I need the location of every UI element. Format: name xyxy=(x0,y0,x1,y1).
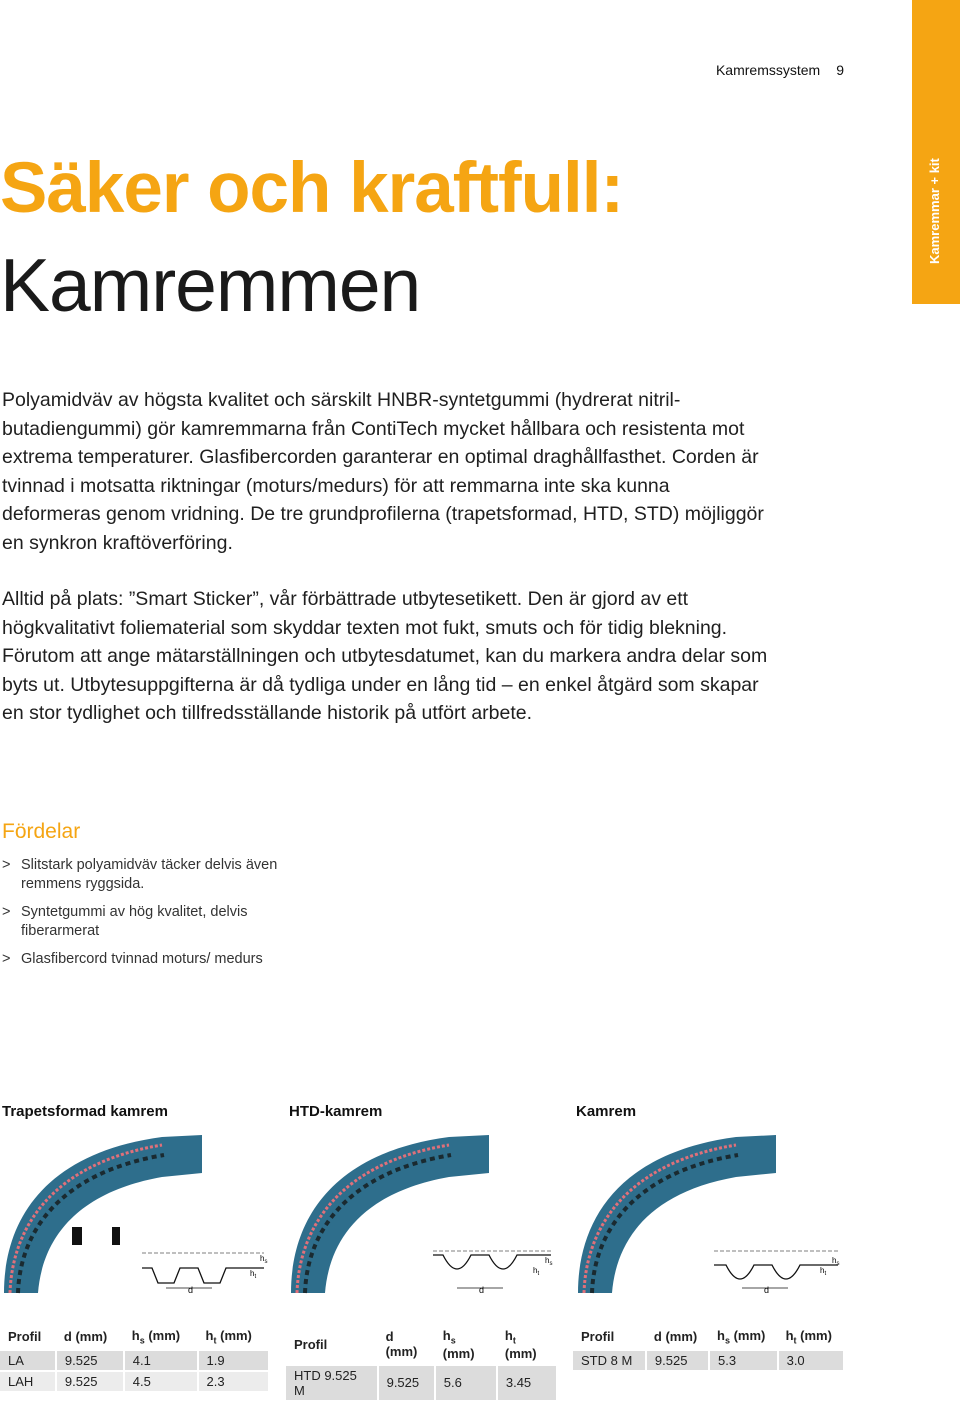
bullet-icon: > xyxy=(2,951,11,967)
trapezoid-spec-table xyxy=(0,1325,270,1393)
dimension-hs: $h_s$ xyxy=(832,1256,840,1267)
dimension-d: d xyxy=(764,1285,770,1295)
dimension-ht: $h_t$ xyxy=(250,1269,257,1280)
table-row: LA 9.525 4.1 1.9 xyxy=(0,1350,269,1371)
trapezoid-belt-illustration xyxy=(2,1133,272,1295)
list-item: > Syntetgummi av hög kvalitet, delvis fiberarmerat xyxy=(2,904,248,939)
bullet-icon: > xyxy=(2,904,11,920)
table-row: LAH 9.525 4.5 2.3 xyxy=(0,1371,269,1392)
htd-spec-table xyxy=(286,1325,558,1402)
advantages-list xyxy=(2,856,282,978)
dimension-hs: $h_s$ xyxy=(545,1256,553,1267)
running-header xyxy=(716,62,844,78)
dimension-d: d xyxy=(479,1285,485,1295)
std-belt-illustration xyxy=(576,1133,846,1295)
advantages-heading: Fördelar xyxy=(2,820,81,843)
section-tab-label: Kamremmar + kit xyxy=(927,158,942,264)
section-title-std: Kamrem xyxy=(576,1103,637,1120)
htd-belt-illustration xyxy=(289,1133,559,1295)
bullet-icon: > xyxy=(2,857,11,873)
dimension-hs: $h_s$ xyxy=(260,1254,268,1265)
dimension-d: d xyxy=(188,1285,194,1295)
std-spec-table xyxy=(573,1325,845,1372)
page-number: 9 xyxy=(836,62,844,78)
dimension-ht: $h_t$ xyxy=(820,1266,827,1277)
table-header: Profil d (mm) $h_s$ (mm) $h_t$ (mm) xyxy=(573,1325,844,1350)
table-header: Profil d (mm) $h_s$ (mm) $h_t$ (mm) xyxy=(0,1325,269,1350)
body-paragraph-1: Polyamidväv av högsta kvalitet och särskilt HNBR-syntetgummi (hydrerat nitril-butadiengummi) gör kamremmarna från ContiTech mycket hållbara och resistenta mot extrema temperaturer. Glasfibercorden garanterar en optimal draghållfasthet. Corden är tvinnad i motsatta riktningar (moturs/medurs) för att remmarna inte ska kunna deformeras genom vridning. De tre grundprofilerna (trapetsformad, HTD, STD) möjliggör en synkron kraftöverföring. xyxy=(2,389,764,554)
section-title-htd: HTD-kamrem xyxy=(289,1103,383,1120)
list-item: > Slitstark polyamidväv täcker delvis även remmens ryggsida. xyxy=(2,857,278,892)
section-title-trapezoid: Trapetsformad kamrem xyxy=(2,1103,168,1120)
page-title: Säker och kraftfull: xyxy=(0,149,624,228)
table-row: HTD 9.525 M 9.525 5.6 3.45 xyxy=(286,1365,557,1401)
table-header: Profil d (mm) $h_s$ (mm) $h_t$ (mm) xyxy=(286,1325,557,1365)
table-row: STD 8 M 9.525 5.3 3.0 xyxy=(573,1350,844,1371)
list-item: > Glasfibercord tvinnad moturs/ medurs xyxy=(2,951,263,967)
page-subtitle: Kamremmen xyxy=(0,243,421,327)
section-tab xyxy=(912,0,960,304)
header-section: Kamremssystem xyxy=(715,62,821,78)
body-paragraph-2: Alltid på plats: ”Smart Sticker”, vår förbättrade utbytesetikett. Den är gjord av ett högkvalitativt foliematerial som skyddar texten mot fukt, smuts och för tidig blekning. Förutom att ange mätarställningen och utbytesdatumet, kan du markera andra delar som byts ut. Utbytesuppgifterna är då tydliga under en lång tid – en enkel åtgärd som skapar en stor tydlighet och tillfredsställande historik på utfört arbete. xyxy=(2,588,768,725)
tooth-profile-diagram xyxy=(142,1253,264,1288)
dimension-ht: $h_t$ xyxy=(533,1266,540,1277)
